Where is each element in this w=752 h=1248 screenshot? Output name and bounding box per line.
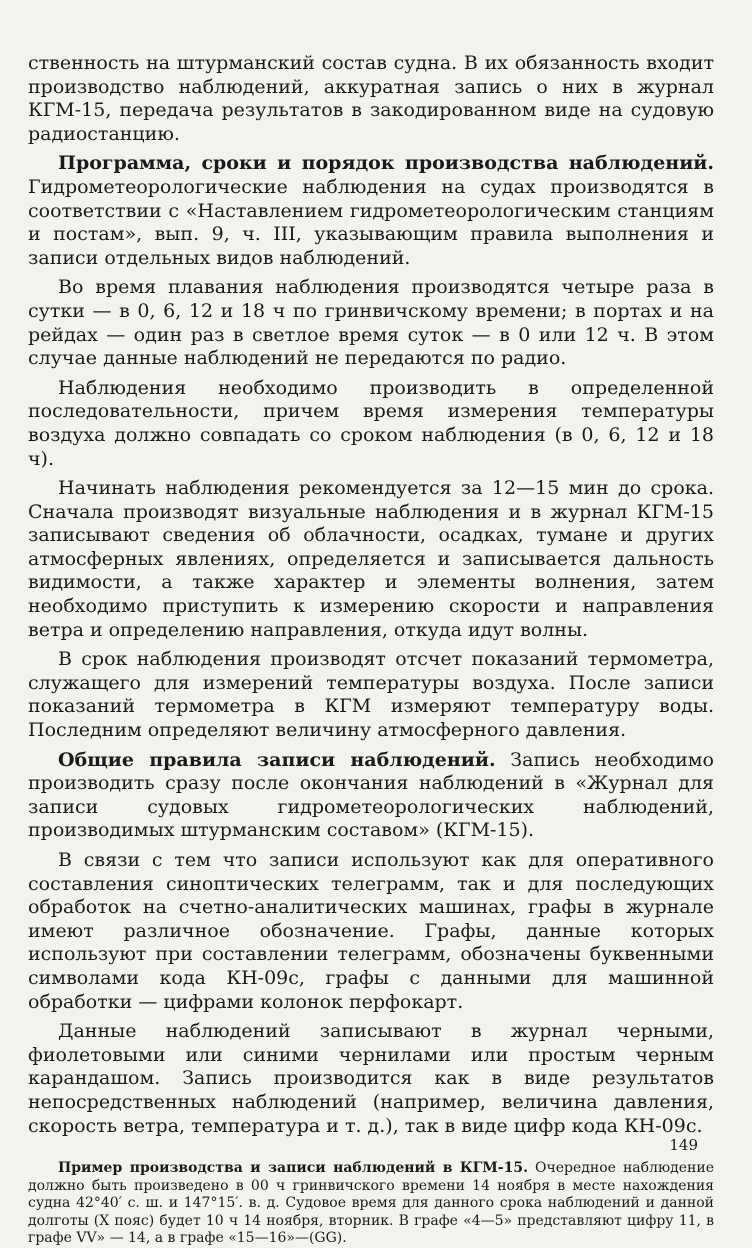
- paragraph: [28, 276, 714, 370]
- paragraph: [28, 377, 714, 471]
- paragraph: [28, 477, 714, 642]
- example-note-heading: Пример производства и записи наблюдений в КГМ-15.: [58, 1160, 528, 1177]
- paragraph: [28, 52, 714, 146]
- paragraph-text: ственность на штурманский состав судна. В их обязанность входит производство наблюдений, аккуратная запись о них в журнал КГМ-15, передача результатов в закодированном виде на судовую радиостанцию.: [28, 52, 714, 145]
- paragraph: [28, 152, 714, 270]
- paragraph-text: Запись необходимо производить сразу после окончания наблюдений в «Журнал для записи судовых гидрометеорологических наблюдений, производимых штурманским составом» (КГМ-15).: [28, 748, 714, 842]
- paragraph-text: Во время плавания наблюдения производятся четыре раза в сутки — в 0, 6, 12 и 18 ч по гринвичскому времени; в портах и на рейдах — один раз в светлое время суток — в 0 или 12 ч. В этом случае данные наблюдений не передаются по радио.: [28, 276, 714, 370]
- page-number: 149: [669, 1136, 698, 1154]
- paragraph-text: Данные наблюдений записывают в журнал черными, фиолетовыми или синими чернилами или простым черным карандашом. Запись производится как в виде результатов непосредственных наблюдений (например, величина давления, скорость ветра, температура и т. д.), так в виде цифр кода КН-09с.: [28, 1020, 714, 1137]
- section-heading: Программа, сроки и порядок производства наблюдений.: [58, 152, 714, 175]
- paragraph-text: Гидрометеорологические наблюдения на судах производятся в соответствии с «Наставлением гидрометеорологическим станциям и постам», вып. 9, ч. III, указывающим правила выполнения и записи отдельных видов наблюдений.: [28, 175, 714, 269]
- example-note-text: Очередное наблюдение должно быть произведено в 00 ч гринвичского времени 14 ноября в месте нахождения судна 42°40′ с. ш. и 147°15′. в. д. Судовое время для данного срока наблюдений и данной долготы (X пояс) будет 10 ч 14 ноября, вторник. В графе «4—5» представляют цифру 11, в графе VV» — 14, а в графе «15—16»—(GG).: [28, 1160, 714, 1247]
- paragraph-text: В срок наблюдения производят отсчет показаний термометра, служащего для измерений температуры воздуха. После записи показаний термометра в КГМ измеряют температуру воды. Последним определяют величину атмосферного давления.: [28, 648, 714, 742]
- section-heading: Общие правила записи наблюдений.: [58, 748, 496, 771]
- paragraph: [28, 1020, 714, 1138]
- paragraph-text: Наблюдения необходимо производить в определенной последовательности, причем время измерения температуры воздуха должно совпадать со сроком наблюдения (в 0, 6, 12 и 18 ч).: [28, 376, 714, 470]
- body-text: [28, 52, 714, 1138]
- paragraph-text: Начинать наблюдения рекомендуется за 12—15 мин до срока. Сначала производят визуальные наблюдения и в журнал КГМ-15 записывают сведения об облачности, осадках, тумане и других атмосферных явлениях, определяется и записывается дальность видимости, а также характер и элементы волнения, затем необходимо приступить к измерению скорости и направления ветра и определению направления, откуда идут волны.: [28, 477, 714, 641]
- paragraph: [28, 749, 714, 843]
- example-note: [28, 1160, 714, 1248]
- paragraph-text: В связи с тем что записи используют как для оперативного составления синоптических телеграмм, так и для последующих обработок на счетно-аналитических машинах, графы в журнале имеют различное обозначение. Графы, данные которых используют при составлении телеграмм, обозначены буквенными символами кода КН-09с, графы с данными для машинной обработки — цифрами колонок перфокарт.: [28, 849, 714, 1013]
- paragraph: [28, 849, 714, 1014]
- paragraph: [28, 648, 714, 742]
